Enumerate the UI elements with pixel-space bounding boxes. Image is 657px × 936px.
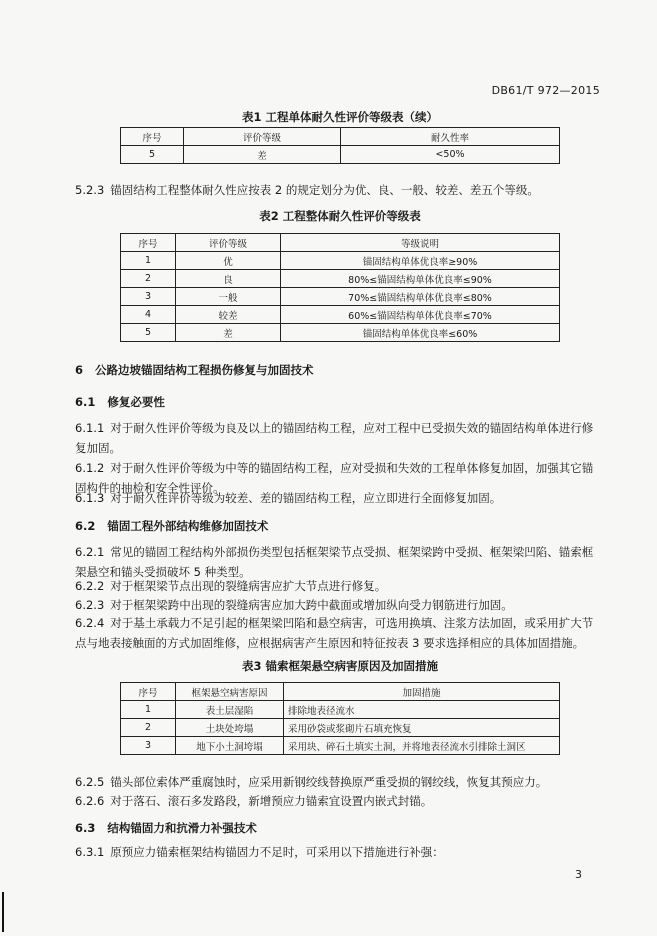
clause-6-2-6: 6.2.6 对于落石、滚石多发路段，新增预应力锚索宜设置内嵌式封锚。 bbox=[75, 794, 433, 808]
table-header: 序号 bbox=[121, 128, 184, 146]
clause-6-2-2: 6.2.2 对于框架梁节点出现的裂缝病害应扩大节点进行修复。 bbox=[75, 579, 387, 593]
table-cell: 采用砂袋或浆砌片石填充恢复 bbox=[284, 719, 560, 737]
table-row bbox=[121, 270, 560, 288]
table-header-row bbox=[121, 234, 560, 252]
table-cell: 排除地表径流水 bbox=[284, 701, 560, 719]
table-row bbox=[121, 252, 560, 270]
table-cell: 3 bbox=[121, 288, 176, 306]
clause-5-2-3: 5.2.3 锚固结构工程整体耐久性应按表 2 的规定划分为优、良、一般、较差、差五个等级。 bbox=[75, 183, 539, 197]
section-6-heading: 6 公路边坡锚固结构工程损伤修复与加固技术 bbox=[75, 363, 314, 377]
table-cell: 5 bbox=[121, 146, 184, 164]
table-header: 耐久性率 bbox=[341, 128, 560, 146]
table2-caption: 表2 工程整体耐久性评价等级表 bbox=[259, 209, 421, 223]
table-cell: 土块处垮塌 bbox=[176, 719, 284, 737]
clause-6-2-1: 6.2.1 常见的锚固工程结构外部损伤类型包括框架梁节点受损、框架梁跨中受损、框架梁凹陷、锚索框架悬空和锚头受损破坏 5 种类型。 bbox=[75, 545, 594, 579]
clause-6-1-3: 6.1.3 对于耐久性评价等级为较差、差的锚固结构工程，应立即进行全面修复加固。 bbox=[75, 491, 502, 505]
section-6-3-heading: 6.3 结构锚固力和抗滑力补强技术 bbox=[75, 821, 257, 835]
table-cell: 较差 bbox=[176, 306, 281, 324]
table-cell: 80%≤锚固结构单体优良率≤90% bbox=[281, 270, 560, 288]
standard-code: DB61/T 972—2015 bbox=[491, 84, 600, 97]
table-cell: 2 bbox=[121, 719, 176, 737]
clause-6-1-1: 6.1.1 对于耐久性评价等级为良及以上的锚固结构工程，应对工程中已受损失效的锚固结构单体进行修复加固。 bbox=[75, 421, 594, 455]
table-row bbox=[121, 737, 560, 755]
table-header: 加固措施 bbox=[284, 683, 560, 701]
table-cell: 锚固结构单体优良率≤60% bbox=[281, 324, 560, 342]
clause-6-2-5: 6.2.5 锚头部位索体严重腐蚀时，应采用新钢绞线替换原严重受损的钢绞线，恢复其预应力。 bbox=[75, 775, 548, 789]
table-cell: 差 bbox=[176, 324, 281, 342]
clause-6-1-2: 6.1.2 对于耐久性评价等级为中等的锚固结构工程，应对受损和失效的工程单体修复加固，加强其它锚固构件的抽检和安全性评价。 bbox=[75, 461, 594, 495]
table-row bbox=[121, 146, 560, 164]
table-row bbox=[121, 306, 560, 324]
table-cell: 1 bbox=[121, 701, 176, 719]
table-cell: 良 bbox=[176, 270, 281, 288]
page-number: 3 bbox=[575, 868, 582, 881]
table-cell: 60%≤锚固结构单体优良率≤70% bbox=[281, 306, 560, 324]
clause-6-3-1: 6.3.1 原预应力锚索框架结构锚固力不足时，可采用以下措施进行补强： bbox=[75, 845, 444, 859]
table-header: 评价等级 bbox=[184, 128, 341, 146]
table-header: 等级说明 bbox=[281, 234, 560, 252]
table-cell: 70%≤锚固结构单体优良率≤80% bbox=[281, 288, 560, 306]
table-cell: 3 bbox=[121, 737, 176, 755]
table1-caption: 表1 工程单体耐久性评价等级表（续） bbox=[241, 110, 438, 124]
section-6-2-heading: 6.2 锚固工程外部结构维修加固技术 bbox=[75, 519, 269, 533]
table-row bbox=[121, 701, 560, 719]
table-header-row bbox=[121, 128, 560, 146]
scan-edge-mark bbox=[2, 892, 4, 932]
table-cell: 地下小土洞垮塌 bbox=[176, 737, 284, 755]
table-row bbox=[121, 324, 560, 342]
clause-6-2-4: 6.2.4 对于基土承载力不足引起的框架梁凹陷和悬空病害，可选用换填、注浆方法加固，或采用扩大节点与地表接触面的方式加固维修，应根据病害产生原因和特征按表 3 要求选择相应的具体加固措施。 bbox=[75, 616, 594, 650]
table-cell: 2 bbox=[121, 270, 176, 288]
clause-6-2-3: 6.2.3 对于框架梁跨中出现的裂缝病害应加大跨中截面或增加纵向受力钢筋进行加固。 bbox=[75, 598, 513, 612]
table-header: 框架悬空病害原因 bbox=[176, 683, 284, 701]
table-cell: 优 bbox=[176, 252, 281, 270]
table-cell: <50% bbox=[341, 146, 560, 164]
section-6-1-heading: 6.1 修复必要性 bbox=[75, 395, 165, 409]
table-header: 序号 bbox=[121, 234, 176, 252]
table-row bbox=[121, 719, 560, 737]
table-row bbox=[121, 288, 560, 306]
table-cell: 差 bbox=[184, 146, 341, 164]
table-cell: 1 bbox=[121, 252, 176, 270]
table-cell: 一般 bbox=[176, 288, 281, 306]
table-cell: 锚固结构单体优良率≥90% bbox=[281, 252, 560, 270]
table-header: 评价等级 bbox=[176, 234, 281, 252]
table-cell: 采用块、碎石土填实土洞，并将地表径流水引排除土洞区 bbox=[284, 737, 560, 755]
table3-caption: 表3 锚索框架悬空病害原因及加固措施 bbox=[241, 659, 438, 673]
table-header-row bbox=[121, 683, 560, 701]
table-cell: 5 bbox=[121, 324, 176, 342]
table3 bbox=[120, 682, 560, 755]
table1 bbox=[120, 127, 560, 164]
table-header: 序号 bbox=[121, 683, 176, 701]
table-cell: 4 bbox=[121, 306, 176, 324]
table2 bbox=[120, 233, 560, 342]
table-cell: 表土层湿陷 bbox=[176, 701, 284, 719]
